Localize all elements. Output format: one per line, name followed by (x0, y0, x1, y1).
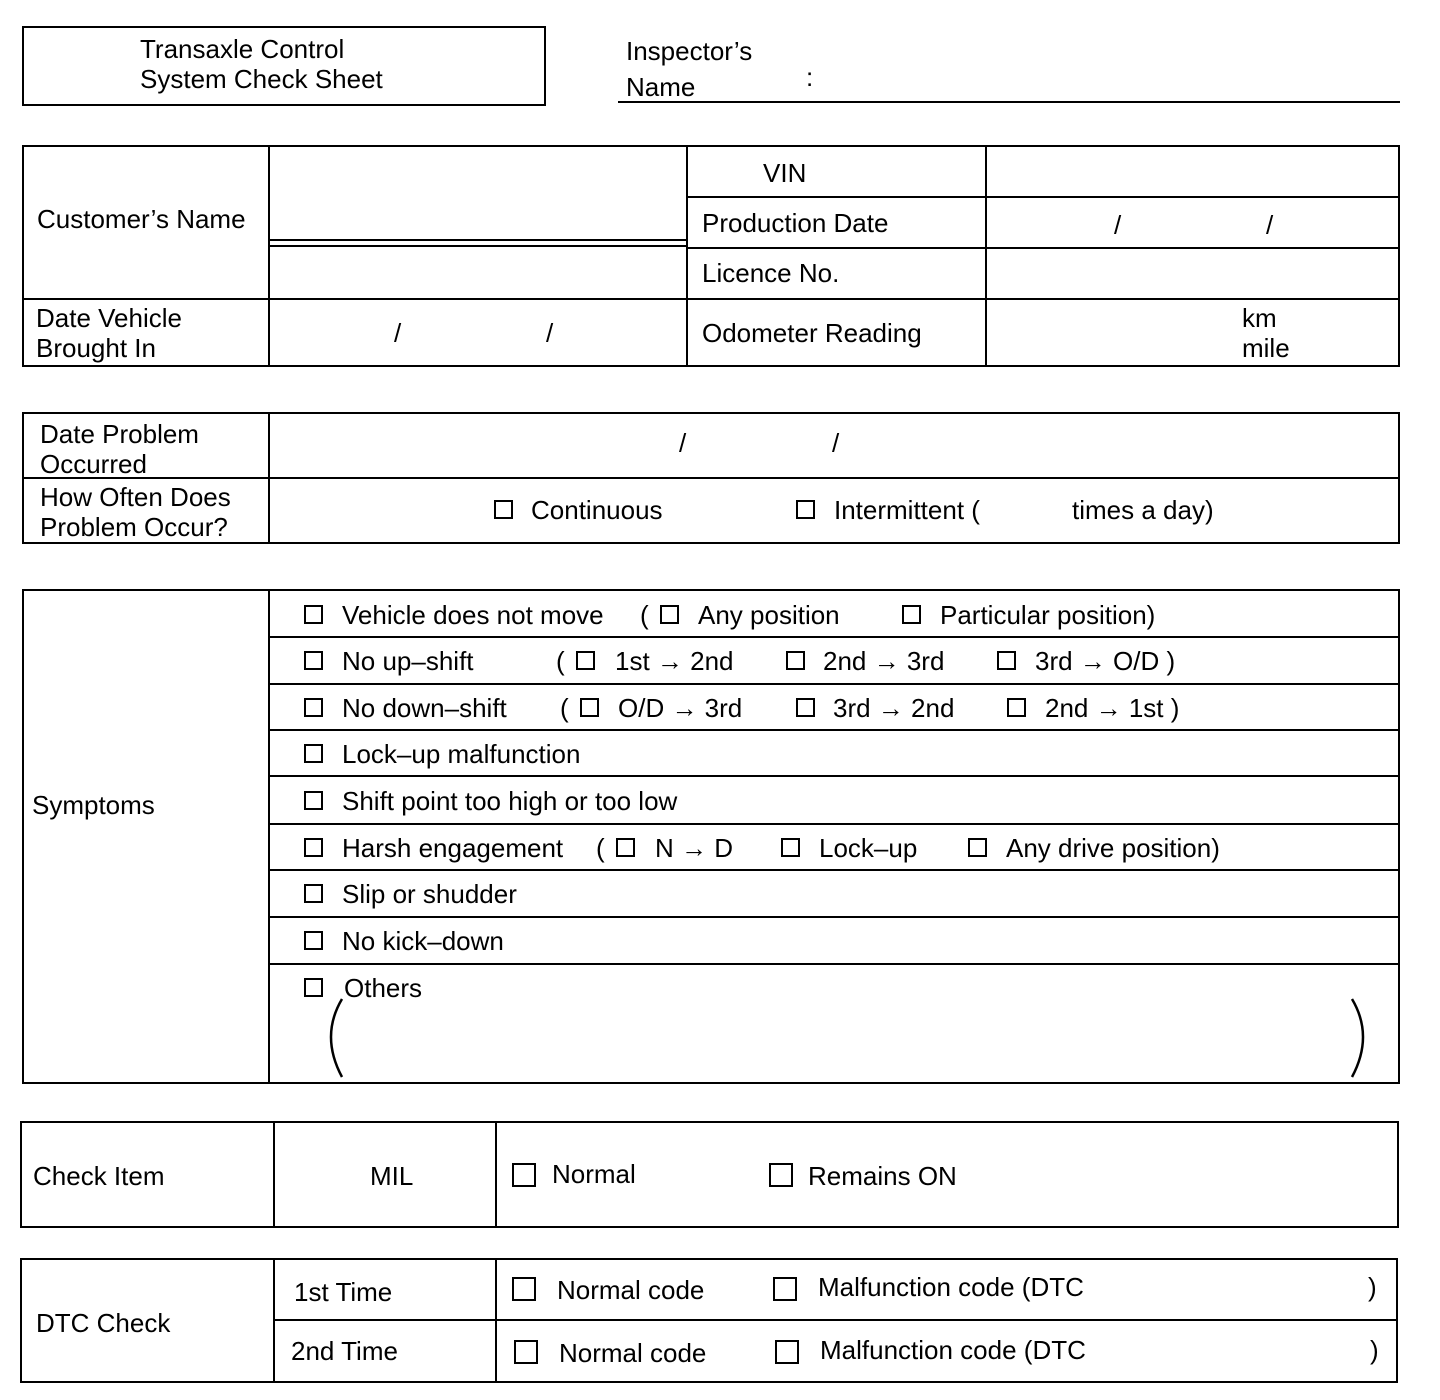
customer-name-field[interactable] (272, 148, 684, 236)
inspector-colon: : (806, 62, 814, 92)
date-brought-label-line2: Brought In (36, 333, 156, 363)
no-kick-down-label: No kick–down (342, 926, 504, 956)
shift-point-label: Shift point too high or too low (342, 786, 678, 816)
no-up-shift-label: No up–shift (342, 646, 474, 676)
dtc-first-code-field[interactable] (1110, 1270, 1360, 1304)
title-line2: System Check Sheet (140, 64, 383, 94)
dtc-second-malfunction-label: Malfunction code (DTC (820, 1335, 1086, 1365)
vehicle-does-not-move-checkbox[interactable] (304, 605, 323, 624)
up-1st-2nd-checkbox[interactable] (576, 651, 595, 670)
dtc-first-malfunction-checkbox[interactable] (773, 1277, 797, 1301)
intermittent-label: Intermittent ( (834, 495, 980, 525)
date-brought-label-line1: Date Vehicle (36, 303, 182, 333)
harsh-lock-up-checkbox[interactable] (781, 838, 800, 857)
dtc-first-close-paren: ) (1368, 1272, 1377, 1302)
down-2nd-1st-label: 2nd → 1st ) (1045, 693, 1180, 723)
dtc-first-normal-label: Normal code (557, 1275, 705, 1305)
licence-no-field[interactable] (989, 250, 1397, 296)
up-2nd-3rd-label: 2nd → 3rd (823, 646, 945, 676)
check-item-label: Check Item (33, 1161, 165, 1191)
mil-remains-on-checkbox[interactable] (769, 1163, 793, 1187)
inspector-name-field[interactable] (618, 101, 1400, 103)
production-date-label: Production Date (702, 208, 889, 238)
dtc-second-code-field[interactable] (1112, 1333, 1362, 1367)
shift-point-checkbox[interactable] (304, 791, 323, 810)
particular-position-checkbox[interactable] (902, 605, 921, 624)
down-od-3rd-checkbox[interactable] (580, 698, 599, 717)
dtc-second-close-paren: ) (1370, 1335, 1379, 1365)
dtc-second-malfunction-checkbox[interactable] (775, 1340, 799, 1364)
down-od-3rd-label: O/D → 3rd (618, 693, 743, 723)
no-down-shift-label: No down–shift (342, 693, 507, 723)
dtc-second-time-label: 2nd Time (291, 1336, 398, 1366)
down-2nd-1st-checkbox[interactable] (1007, 698, 1026, 717)
harsh-lock-up-label: Lock–up (819, 833, 918, 863)
harsh-engagement-checkbox[interactable] (304, 838, 323, 857)
intermittent-checkbox[interactable] (796, 500, 815, 519)
odometer-unit-mile: mile (1242, 333, 1290, 363)
how-often-label-line2: Problem Occur? (40, 512, 228, 542)
any-position-label: Any position (698, 600, 840, 630)
customer-name-label: Customer’s Name (37, 204, 246, 234)
title-line1: Transaxle Control (140, 34, 345, 64)
row3-open-paren: ( (560, 693, 569, 723)
others-checkbox[interactable] (304, 978, 323, 997)
slip-shudder-checkbox[interactable] (304, 884, 323, 903)
mil-label: MIL (370, 1161, 414, 1191)
vehicle-does-not-move-label: Vehicle does not move (342, 600, 604, 630)
odometer-unit-km: km (1242, 303, 1277, 333)
dtc-first-time-label: 1st Time (294, 1277, 393, 1307)
mil-normal-label: Normal (552, 1159, 636, 1189)
production-date-slash-1: / (1114, 210, 1122, 240)
harsh-n-d-label: N → D (655, 833, 733, 863)
others-detail-field[interactable] (352, 1000, 1342, 1076)
times-a-day-label: times a day) (1072, 495, 1214, 525)
date-problem-slash-2: / (832, 428, 840, 458)
harsh-n-d-checkbox[interactable] (616, 838, 635, 857)
no-kick-down-checkbox[interactable] (304, 931, 323, 950)
row6-open-paren: ( (596, 833, 605, 863)
licence-no-label: Licence No. (702, 258, 840, 288)
inspector-label-line2: Name (626, 72, 696, 102)
slip-shudder-label: Slip or shudder (342, 879, 517, 909)
up-1st-2nd-label: 1st → 2nd (615, 646, 734, 676)
dtc-second-normal-checkbox[interactable] (514, 1340, 538, 1364)
date-problem-label-line2: Occurred (40, 449, 147, 479)
others-close-bracket (1346, 996, 1376, 1080)
others-label: Others (344, 973, 423, 1003)
times-a-day-field[interactable] (998, 493, 1064, 525)
production-date-slash-2: / (1266, 210, 1274, 240)
harsh-any-drive-label: Any drive position) (1006, 833, 1220, 863)
inspector-label-line1: Inspector’s (626, 36, 753, 66)
vin-label: VIN (763, 158, 807, 188)
dtc-first-normal-checkbox[interactable] (512, 1277, 536, 1301)
continuous-checkbox[interactable] (494, 500, 513, 519)
harsh-engagement-label: Harsh engagement (342, 833, 564, 863)
dtc-check-label: DTC Check (36, 1308, 171, 1338)
row2-open-paren: ( (556, 646, 565, 676)
mil-normal-checkbox[interactable] (512, 1163, 536, 1187)
date-brought-slash-1: / (394, 318, 402, 348)
lock-up-malfunction-checkbox[interactable] (304, 744, 323, 763)
others-open-bracket (318, 996, 348, 1080)
lock-up-malfunction-label: Lock–up malfunction (342, 739, 581, 769)
up-2nd-3rd-checkbox[interactable] (786, 651, 805, 670)
no-up-shift-checkbox[interactable] (304, 651, 323, 670)
dtc-first-malfunction-label: Malfunction code (DTC (818, 1272, 1084, 1302)
odometer-label: Odometer Reading (702, 318, 922, 348)
any-position-checkbox[interactable] (660, 605, 679, 624)
particular-position-label: Particular position) (940, 600, 1156, 630)
date-brought-slash-2: / (546, 318, 554, 348)
row1-open-paren: ( (640, 600, 649, 630)
up-3rd-od-checkbox[interactable] (997, 651, 1016, 670)
continuous-label: Continuous (531, 495, 663, 525)
date-problem-slash-1: / (679, 428, 687, 458)
symptoms-label: Symptoms (32, 790, 155, 820)
date-problem-label-line1: Date Problem (40, 419, 199, 449)
no-down-shift-checkbox[interactable] (304, 698, 323, 717)
dtc-second-normal-label: Normal code (559, 1338, 707, 1368)
harsh-any-drive-checkbox[interactable] (968, 838, 987, 857)
how-often-label-line1: How Often Does (40, 482, 231, 512)
vin-field[interactable] (989, 148, 1397, 194)
mil-remains-on-label: Remains ON (808, 1161, 957, 1191)
down-3rd-2nd-label: 3rd → 2nd (833, 693, 955, 723)
up-3rd-od-label: 3rd → O/D ) (1035, 646, 1176, 676)
down-3rd-2nd-checkbox[interactable] (796, 698, 815, 717)
check-item-table (20, 1121, 1399, 1228)
